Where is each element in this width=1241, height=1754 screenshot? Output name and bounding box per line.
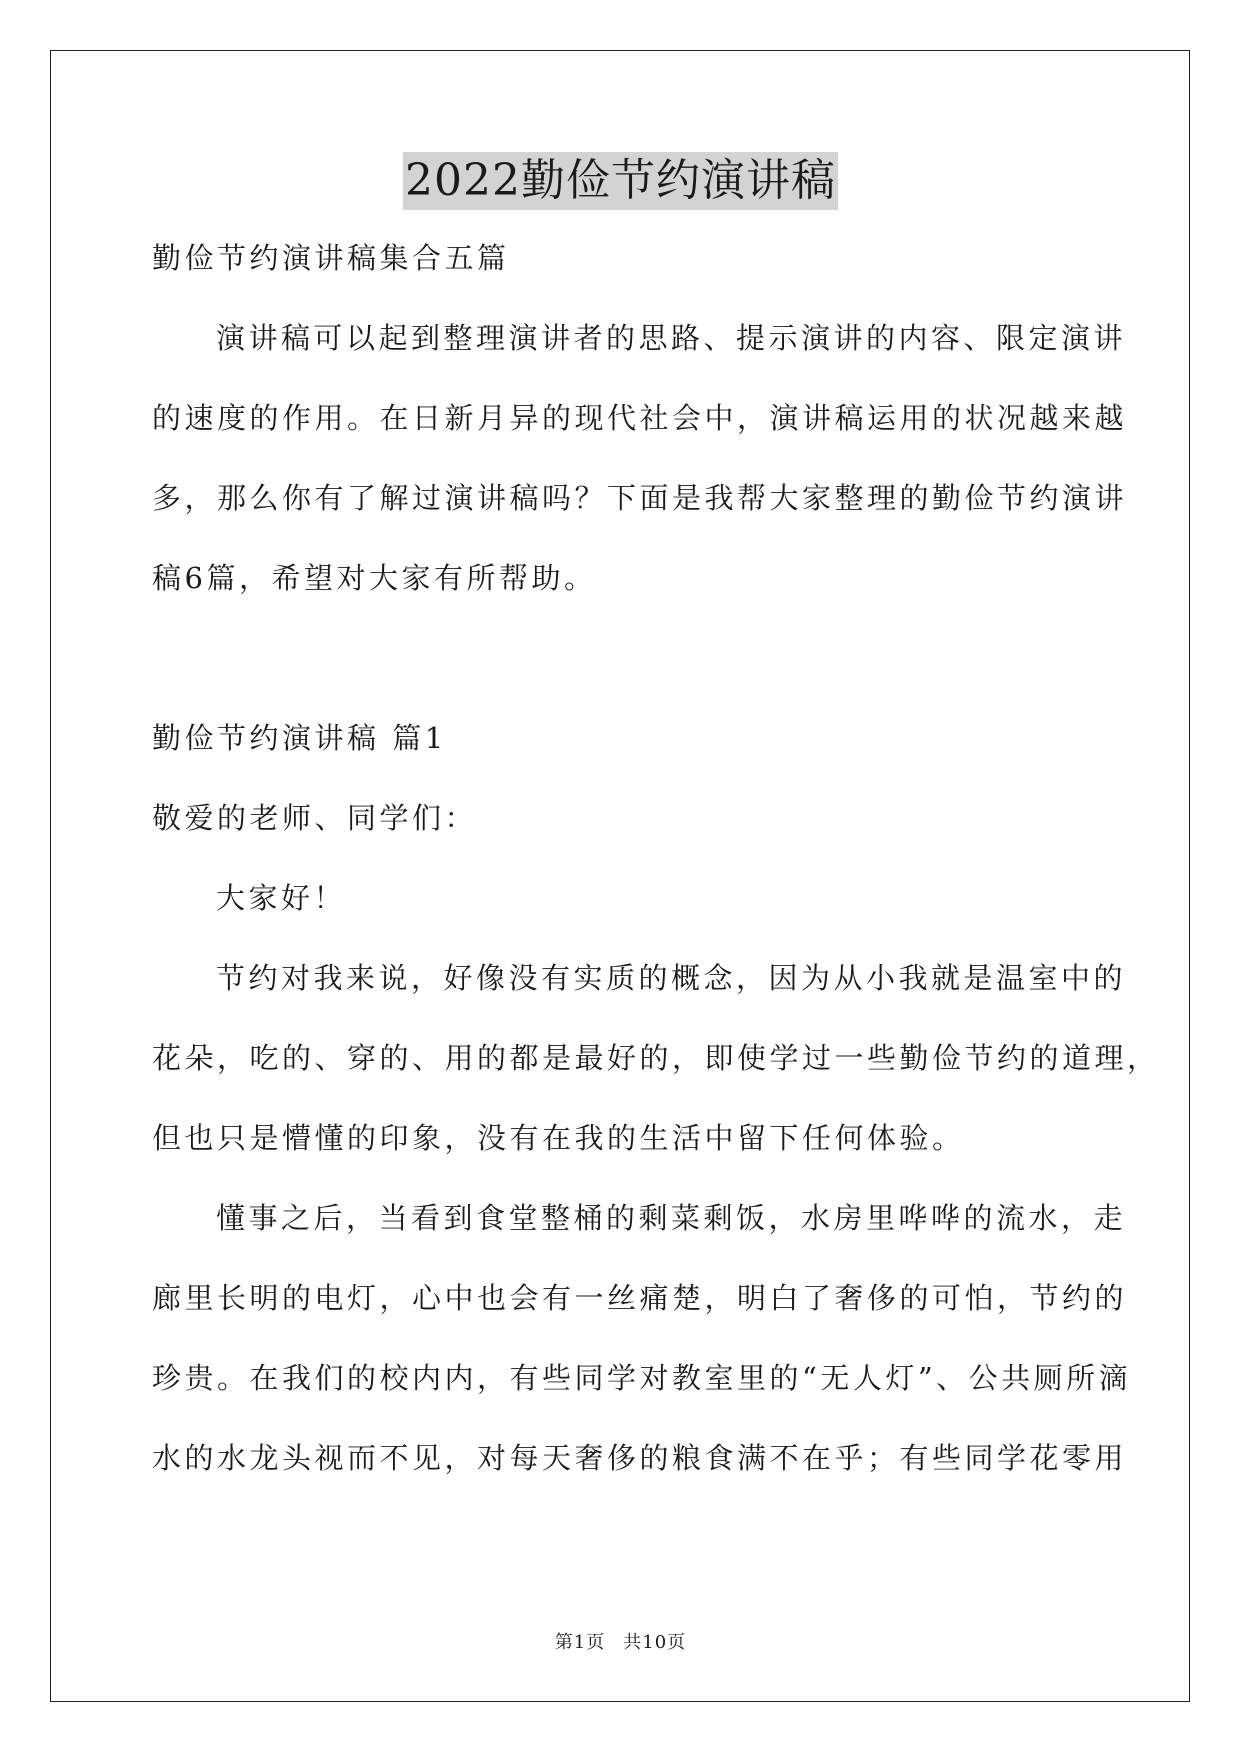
document-body [152, 232, 1160, 1512]
title-container [0, 152, 1241, 210]
paragraph2-line-1: 懂事之后，当看到食堂整桶的剩菜剩饭，水房里哗哗的流水，走 [216, 1201, 1127, 1235]
intro-line-2: 的速度的作用。在日新月异的现代社会中，演讲稿运用的状况越来越 [152, 401, 1128, 435]
document-title: 2022勤俭节约演讲稿 [403, 152, 838, 210]
page-total: 共10页 [623, 1632, 687, 1653]
intro-line-3: 多，那么你有了解过演讲稿吗？下面是我帮大家整理的勤俭节约演讲 [152, 481, 1128, 515]
intro-line-1: 演讲稿可以起到整理演讲者的思路、提示演讲的内容、限定演讲 [216, 321, 1127, 355]
page-number: 第1页 [554, 1632, 606, 1653]
page-footer [0, 1628, 1241, 1654]
paragraph1-line-1: 节约对我来说，好像没有实质的概念，因为从小我就是温室中的 [216, 961, 1127, 995]
paragraph2-line-4: 水的水龙头视而不见，对每天奢侈的粮食满不在乎；有些同学花零用 [152, 1441, 1128, 1475]
paragraph1-line-2: 花朵，吃的、穿的、用的都是最好的，即使学过一些勤俭节约的道理， [152, 1041, 1160, 1075]
section-heading: 勤俭节约演讲稿 篇1 [152, 721, 447, 755]
greeting: 大家好！ [216, 881, 347, 915]
paragraph2-line-3: 珍贵。在我们的校内内，有些同学对教室里的“无人灯”、公共厕所滴 [152, 1361, 1132, 1395]
paragraph2-line-2: 廊里长明的电灯，心中也会有一丝痛楚，明白了奢侈的可怕，节约的 [152, 1281, 1128, 1315]
intro-line-4: 稿6篇，希望对大家有所帮助。 [152, 561, 597, 595]
salutation: 敬爱的老师、同学们： [152, 801, 478, 835]
spacer [152, 632, 1088, 712]
paragraph1-line-3: 但也只是懵懂的印象，没有在我的生活中留下任何体验。 [152, 1121, 965, 1155]
subtitle: 勤俭节约演讲稿集合五篇 [152, 241, 510, 275]
